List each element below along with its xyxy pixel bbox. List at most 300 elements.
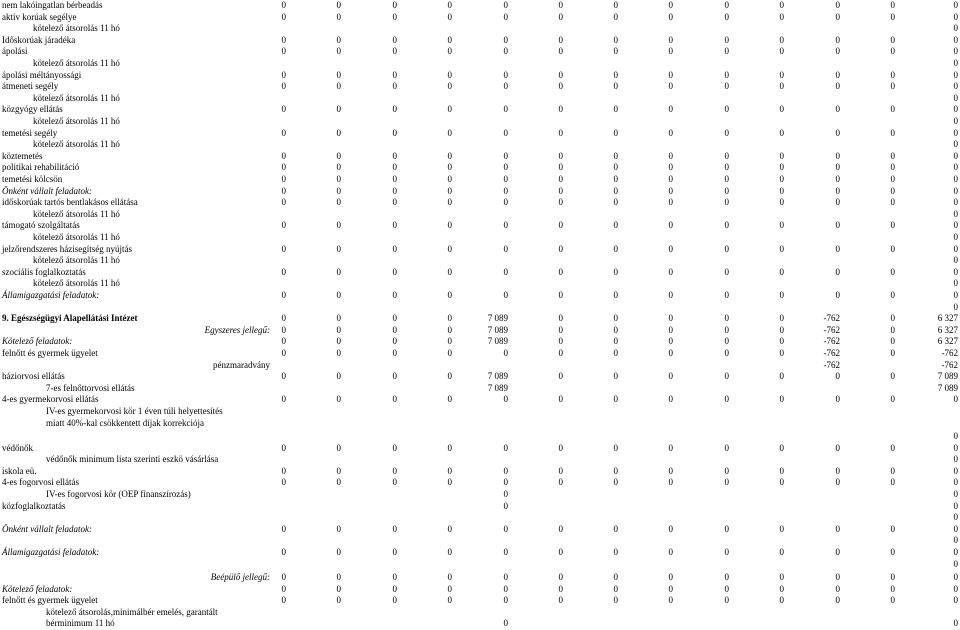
row-label: bérminimum 11 hó	[46, 618, 115, 629]
row-value-cell: 0	[503, 477, 508, 488]
row-value-cell: 0	[890, 81, 895, 92]
row-value-cell: 0	[724, 394, 729, 405]
table-row	[0, 559, 960, 571]
row-value-cell: 0	[953, 220, 958, 231]
row-value-cell: 0	[447, 185, 452, 196]
row-value-cell: 0	[503, 34, 508, 45]
table-row	[0, 547, 960, 559]
row-value-cell: 0	[779, 348, 784, 358]
row-value-cell: 0	[392, 197, 397, 208]
row-value-cell: 0	[558, 127, 563, 138]
table-row	[0, 81, 960, 93]
row-value-cell: 0	[503, 500, 508, 511]
row-value-cell: 0	[503, 523, 508, 534]
row-value-cell: 0	[953, 489, 958, 499]
row-label: időskorúak tartós bentlakásos ellátása	[2, 197, 138, 208]
table-row	[0, 139, 960, 151]
row-value-cell: 0	[336, 69, 341, 80]
table-row	[0, 209, 960, 221]
row-value-cell: 0	[503, 69, 508, 80]
row-value-cell: 0	[953, 431, 958, 441]
row-value-cell: 0	[835, 477, 840, 488]
row-value-cell: 0	[392, 595, 397, 606]
row-value-cell: 0	[779, 69, 784, 80]
row-value-cell: 0	[613, 547, 618, 557]
row-value-cell: 7 089	[487, 313, 508, 324]
row-value-cell: 0	[281, 174, 286, 184]
row-value-cell: 0	[613, 523, 618, 534]
row-value-cell: 0	[835, 104, 840, 115]
row-value-cell: 0	[503, 547, 508, 557]
row-value-cell: 0	[835, 547, 840, 557]
row-value-cell: 0	[668, 583, 673, 594]
row-value-cell: 0	[503, 104, 508, 115]
row-value-cell: 0	[779, 324, 784, 335]
row-value-cell: 0	[668, 290, 673, 300]
row-value-cell: 0	[281, 197, 286, 208]
row-value-cell: 0	[668, 46, 673, 57]
row-value-cell: 0	[779, 313, 784, 324]
row-value-cell: 0	[336, 547, 341, 557]
row-value-cell: 0	[668, 371, 673, 382]
row-value-cell: 0	[835, 11, 840, 22]
row-value-cell: 0	[281, 185, 286, 196]
row-value-cell: 0	[281, 0, 286, 10]
row-value-cell: 6 327	[937, 324, 958, 335]
row-value-cell: 0	[953, 58, 958, 68]
row-value-cell: 0	[613, 394, 618, 405]
row-value-cell: 0	[447, 69, 452, 80]
row-value-cell: 0	[779, 150, 784, 161]
row-value-cell: 0	[447, 11, 452, 22]
row-value-cell: 0	[392, 313, 397, 324]
table-row	[0, 186, 960, 198]
row-value-cell: 0	[558, 174, 563, 184]
row-value-cell: 0	[953, 512, 958, 523]
row-value-cell: 0	[890, 0, 895, 10]
row-value-cell: 0	[447, 174, 452, 184]
row-value-cell: 0	[668, 465, 673, 476]
row-value-cell: 0	[613, 336, 618, 347]
row-value-cell: 0	[447, 162, 452, 173]
row-value-cell: 0	[503, 150, 508, 161]
row-value-cell: 0	[835, 162, 840, 173]
table-row	[0, 406, 960, 418]
row-value-cell: 0	[392, 442, 397, 453]
row-label: nem lakóingatlan bérbeadás	[2, 0, 103, 10]
row-value-cell: 0	[779, 465, 784, 476]
row-value-cell: 0	[558, 81, 563, 92]
table-row	[0, 267, 960, 279]
row-value-cell: 0	[890, 46, 895, 57]
row-value-cell: 0	[613, 162, 618, 173]
row-value-cell: 0	[336, 465, 341, 476]
row-value-cell: 0	[503, 266, 508, 277]
table-row	[0, 524, 960, 536]
row-value-cell: 0	[558, 46, 563, 57]
table-row	[0, 232, 960, 244]
row-value-cell: 0	[392, 0, 397, 10]
row-value-cell: 0	[336, 324, 341, 335]
row-label: aktív korúak segélye	[2, 11, 77, 22]
row-value-cell: 0	[724, 583, 729, 594]
table-row	[0, 572, 960, 584]
row-value-cell: 0	[558, 583, 563, 594]
row-value-cell: 0	[392, 34, 397, 45]
row-value-cell: 0	[447, 477, 452, 488]
row-value-cell: 0	[835, 523, 840, 534]
table-row	[0, 220, 960, 232]
row-value-cell: 0	[890, 583, 895, 594]
row-value-cell: 0	[613, 290, 618, 300]
row-label: szociális foglalkoztatás	[2, 266, 86, 277]
row-value-cell: 0	[953, 301, 958, 312]
row-value-cell: 0	[392, 243, 397, 254]
row-value-cell: 0	[447, 547, 452, 557]
row-value-cell: 0	[779, 162, 784, 173]
row-value-cell: 0	[613, 34, 618, 45]
row-value-cell: 0	[890, 336, 895, 347]
table-row	[0, 151, 960, 163]
row-value-cell: 0	[953, 0, 958, 10]
table-row	[0, 348, 960, 360]
row-value-cell: 0	[281, 583, 286, 594]
row-value-cell: 0	[835, 197, 840, 208]
row-label: köztemetés	[2, 150, 43, 161]
row-value-cell: 0	[503, 394, 508, 405]
row-value-cell: 0	[503, 127, 508, 138]
row-value-cell: 0	[392, 127, 397, 138]
row-value-cell: 0	[392, 336, 397, 347]
row-value-cell: 0	[447, 523, 452, 534]
row-value-cell: 0	[953, 11, 958, 22]
row-value-cell: 0	[447, 394, 452, 405]
row-value-cell: 0	[558, 266, 563, 277]
row-value-cell: 0	[336, 336, 341, 347]
row-value-cell: 0	[281, 371, 286, 382]
row-value-cell: 0	[503, 442, 508, 453]
row-value-cell: -762	[823, 324, 840, 335]
row-value-cell: 0	[779, 34, 784, 45]
table-row	[0, 104, 960, 116]
row-label: védőnők	[2, 442, 33, 453]
row-value-cell: 0	[336, 104, 341, 115]
row-value-cell: 0	[953, 185, 958, 196]
row-value-cell: 0	[953, 104, 958, 115]
row-value-cell: 0	[503, 174, 508, 184]
row-value-cell: 0	[336, 394, 341, 405]
row-value-cell: 0	[835, 150, 840, 161]
row-value-cell: 0	[779, 174, 784, 184]
row-value-cell: 0	[724, 465, 729, 476]
row-value-cell: 0	[779, 266, 784, 277]
table-row	[0, 0, 960, 12]
row-value-cell: 0	[281, 547, 286, 557]
row-label: kötelező átsorolás 11 hó	[33, 139, 120, 150]
row-value-cell: 0	[613, 442, 618, 453]
row-value-cell: 0	[890, 290, 895, 300]
row-value-cell: 0	[613, 465, 618, 476]
row-value-cell: 0	[835, 583, 840, 594]
row-value-cell: 0	[281, 394, 286, 405]
row-value-cell: 0	[558, 11, 563, 22]
row-value-cell: 0	[503, 583, 508, 594]
table-row	[0, 371, 960, 383]
row-label: kötelező átsorolás 11 hó	[33, 255, 120, 266]
row-value-cell: 0	[890, 34, 895, 45]
row-value-cell: 0	[779, 477, 784, 488]
row-value-cell: 0	[558, 220, 563, 231]
row-value-cell: 0	[281, 523, 286, 534]
row-value-cell: 0	[336, 477, 341, 488]
row-value-cell: 0	[953, 92, 958, 103]
row-value-cell: 0	[890, 69, 895, 80]
row-value-cell: 0	[392, 69, 397, 80]
row-value-cell: 0	[890, 162, 895, 173]
row-value-cell: 0	[835, 185, 840, 196]
row-value-cell: 0	[503, 572, 508, 582]
row-value-cell: 0	[392, 266, 397, 277]
row-value-cell: 0	[953, 547, 958, 557]
row-label: háziorvosi ellátás	[2, 371, 65, 382]
row-label: kötelező átsorolás 11 hó	[33, 58, 120, 68]
row-value-cell: 0	[668, 394, 673, 405]
row-value-cell: 0	[890, 220, 895, 231]
row-label: kötelező átsorolás 11 hó	[33, 278, 120, 289]
row-value-cell: 0	[336, 162, 341, 173]
row-value-cell: 0	[724, 174, 729, 184]
row-value-cell: 0	[835, 220, 840, 231]
row-value-cell: 0	[724, 0, 729, 10]
row-value-cell: 0	[668, 336, 673, 347]
row-label: Egyszeres jellegű:	[204, 324, 270, 335]
row-value-cell: 0	[779, 290, 784, 300]
row-value-cell: 0	[835, 266, 840, 277]
row-value-cell: 7 089	[487, 336, 508, 347]
row-label: iskola eü.	[2, 465, 37, 476]
row-value-cell: 0	[724, 46, 729, 57]
row-value-cell: 0	[953, 523, 958, 534]
table-row	[0, 584, 960, 596]
row-value-cell: 0	[953, 595, 958, 606]
row-value-cell: 0	[953, 116, 958, 126]
row-value-cell: 0	[668, 81, 673, 92]
row-value-cell: 0	[835, 81, 840, 92]
row-value-cell: 0	[281, 127, 286, 138]
row-value-cell: 0	[724, 336, 729, 347]
row-value-cell: 0	[336, 0, 341, 10]
row-value-cell: 0	[281, 266, 286, 277]
row-value-cell: 0	[503, 290, 508, 300]
row-value-cell: 0	[953, 46, 958, 57]
row-value-cell: 0	[668, 324, 673, 335]
row-value-cell: 0	[668, 0, 673, 10]
row-value-cell: 0	[890, 185, 895, 196]
row-value-cell: 0	[835, 290, 840, 300]
row-value-cell: 0	[336, 583, 341, 594]
table-row	[0, 607, 960, 619]
row-value-cell: 0	[281, 150, 286, 161]
row-value-cell: 0	[558, 477, 563, 488]
row-value-cell: 0	[890, 523, 895, 534]
row-value-cell: 0	[558, 348, 563, 358]
row-label: politikai rehabilitáció	[2, 162, 80, 173]
row-value-cell: 0	[558, 313, 563, 324]
row-value-cell: 0	[503, 220, 508, 231]
row-value-cell: 0	[392, 150, 397, 161]
row-value-cell: -762	[941, 359, 958, 370]
row-value-cell: 0	[558, 69, 563, 80]
row-value-cell: 0	[392, 11, 397, 22]
row-label: Időskorúak járadéka	[2, 34, 76, 45]
row-value-cell: 0	[890, 547, 895, 557]
row-value-cell: 0	[724, 371, 729, 382]
row-value-cell: 0	[779, 197, 784, 208]
row-label: miatt 40%-kal csökkentett díjak korrekciója	[46, 417, 204, 428]
row-value-cell: 0	[890, 174, 895, 184]
row-value-cell: 0	[668, 243, 673, 254]
row-value-cell: 0	[503, 489, 508, 499]
row-value-cell: 0	[447, 572, 452, 582]
row-label: ápolási méltányossági	[2, 69, 82, 80]
row-value-cell: 0	[281, 477, 286, 488]
row-value-cell: 0	[779, 442, 784, 453]
row-value-cell: 0	[613, 572, 618, 582]
row-value-cell: 7 089	[487, 382, 508, 393]
row-value-cell: 0	[724, 197, 729, 208]
row-label: felnőtt és gyermek ügyelet	[2, 595, 98, 606]
table-row	[0, 58, 960, 70]
row-value-cell: 0	[281, 46, 286, 57]
table-row	[0, 394, 960, 406]
row-value-cell: 0	[724, 34, 729, 45]
row-value-cell: 0	[281, 290, 286, 300]
row-value-cell: 0	[558, 34, 563, 45]
row-value-cell: 0	[835, 34, 840, 45]
row-value-cell: 0	[447, 336, 452, 347]
row-value-cell: 0	[392, 547, 397, 557]
row-value-cell: 7 089	[487, 371, 508, 382]
row-value-cell: 0	[447, 243, 452, 254]
row-value-cell: 0	[724, 220, 729, 231]
row-value-cell: 0	[613, 348, 618, 358]
row-label: IV-es gyermekorvosi kör 1 éven túli helyettesítés	[46, 406, 223, 416]
row-value-cell: 0	[447, 595, 452, 606]
row-value-cell: 0	[503, 46, 508, 57]
row-value-cell: 0	[953, 197, 958, 208]
row-value-cell: 0	[503, 185, 508, 196]
row-value-cell: 0	[835, 572, 840, 582]
table-row	[0, 128, 960, 140]
row-value-cell: 0	[890, 442, 895, 453]
row-value-cell: 0	[613, 185, 618, 196]
row-label: támogató szolgáltatás	[2, 220, 80, 231]
row-value-cell: 0	[890, 313, 895, 324]
row-value-cell: 0	[890, 150, 895, 161]
row-value-cell: 0	[613, 313, 618, 324]
row-value-cell: 0	[779, 220, 784, 231]
row-value-cell: 0	[503, 348, 508, 358]
row-value-cell: 0	[281, 104, 286, 115]
row-value-cell: 0	[447, 46, 452, 57]
row-value-cell: 0	[558, 465, 563, 476]
row-value-cell: 0	[558, 0, 563, 10]
row-label: Államigazgatási feladatok:	[2, 547, 100, 557]
row-value-cell: 0	[281, 11, 286, 22]
row-value-cell: 0	[447, 324, 452, 335]
row-value-cell: 0	[392, 523, 397, 534]
row-label: kötelező átsorolás 11 hó	[33, 116, 120, 126]
row-value-cell: 0	[953, 558, 958, 569]
row-value-cell: 0	[953, 232, 958, 242]
row-value-cell: 0	[392, 290, 397, 300]
row-value-cell: 0	[724, 11, 729, 22]
row-value-cell: 0	[779, 81, 784, 92]
row-value-cell: 0	[558, 442, 563, 453]
table-row	[0, 466, 960, 478]
table-row	[0, 23, 960, 35]
row-value-cell: 0	[724, 185, 729, 196]
row-value-cell: 0	[447, 104, 452, 115]
row-value-cell: 0	[953, 81, 958, 92]
row-value-cell: 0	[779, 572, 784, 582]
row-value-cell: 0	[336, 243, 341, 254]
table-row	[0, 336, 960, 348]
row-label: közgyógy ellátás	[2, 104, 63, 115]
row-value-cell: 0	[558, 394, 563, 405]
row-value-cell: 0	[447, 266, 452, 277]
row-value-cell: 0	[668, 313, 673, 324]
table-row	[0, 278, 960, 290]
row-value-cell: 0	[668, 266, 673, 277]
row-value-cell: 0	[613, 477, 618, 488]
row-value-cell: 0	[336, 11, 341, 22]
row-value-cell: 0	[724, 69, 729, 80]
row-value-cell: 0	[447, 348, 452, 358]
row-value-cell: 0	[890, 477, 895, 488]
row-value-cell: 0	[779, 394, 784, 405]
row-label: Beépülő jellegű:	[210, 572, 270, 582]
row-value-cell: 0	[336, 371, 341, 382]
row-value-cell: 0	[835, 595, 840, 606]
table-row	[0, 174, 960, 186]
row-label: 4-es fogorvosi ellátás	[2, 477, 79, 488]
row-value-cell: 0	[503, 197, 508, 208]
row-value-cell: 0	[953, 34, 958, 45]
row-value-cell: 0	[668, 185, 673, 196]
row-value-cell: 0	[835, 46, 840, 57]
row-value-cell: 0	[613, 150, 618, 161]
row-value-cell: 0	[724, 348, 729, 358]
row-value-cell: -762	[823, 336, 840, 347]
table-row	[0, 535, 960, 547]
row-value-cell: 0	[281, 69, 286, 80]
row-value-cell: 0	[890, 104, 895, 115]
row-value-cell: 0	[953, 618, 958, 629]
row-value-cell: 0	[953, 174, 958, 184]
row-value-cell: 0	[336, 595, 341, 606]
row-value-cell: 0	[447, 197, 452, 208]
row-value-cell: 0	[613, 46, 618, 57]
row-value-cell: 0	[392, 324, 397, 335]
table-row	[0, 162, 960, 174]
row-value-cell: 0	[392, 371, 397, 382]
row-value-cell: 0	[336, 348, 341, 358]
row-value-cell: 0	[503, 465, 508, 476]
row-value-cell: 0	[890, 371, 895, 382]
row-label: jelzőrendszeres házisegítség nyújtás	[2, 243, 132, 254]
table-row	[0, 501, 960, 513]
